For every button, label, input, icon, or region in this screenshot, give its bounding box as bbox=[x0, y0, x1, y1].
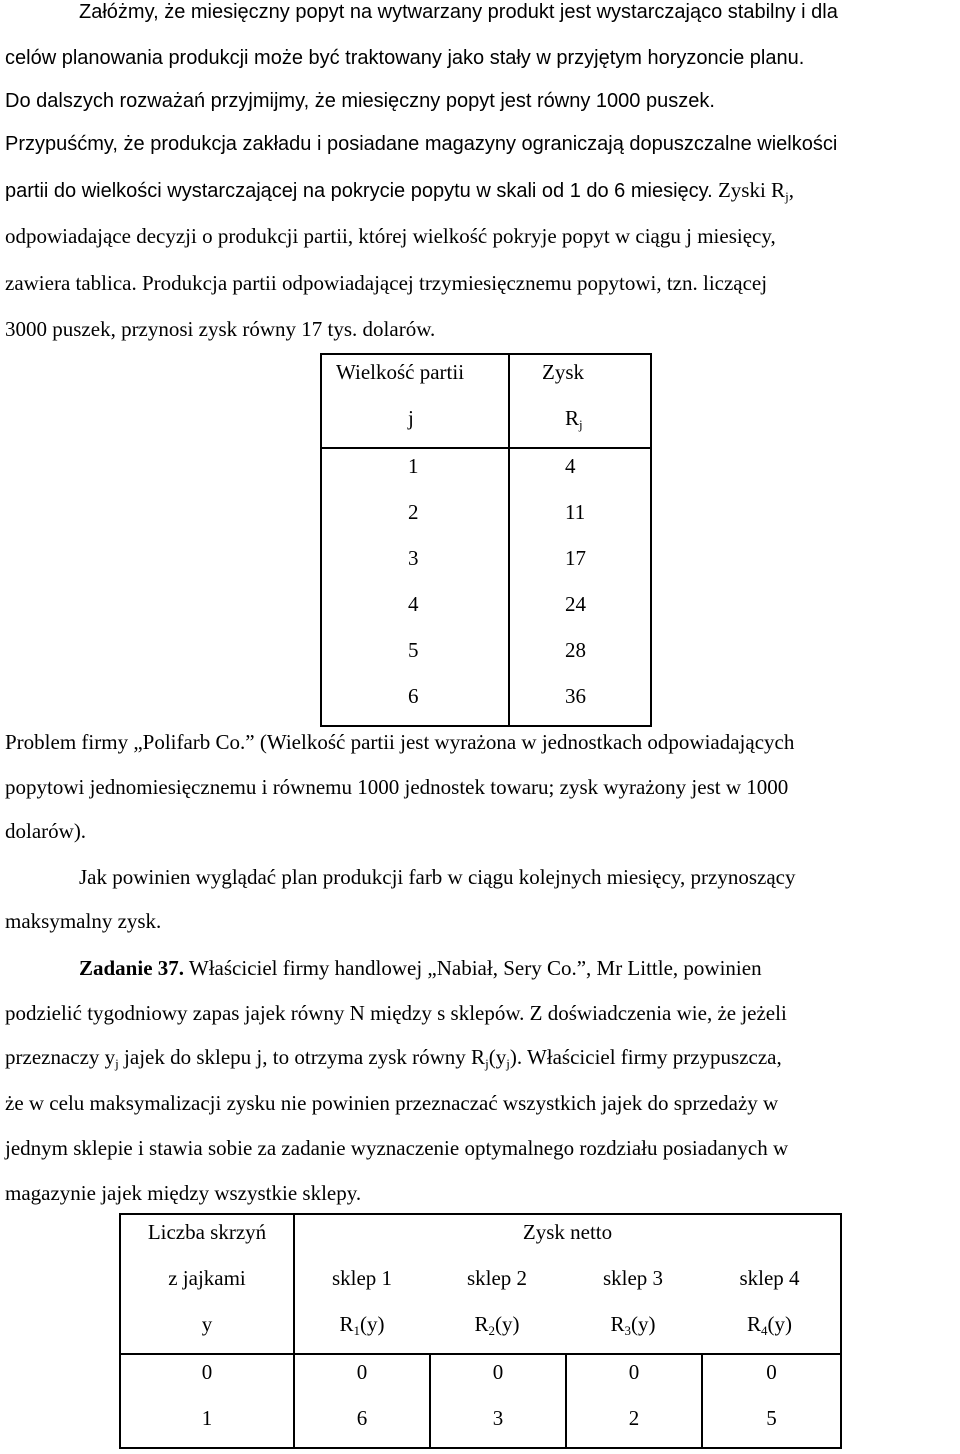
table-cell: 0 2 bbox=[566, 1354, 702, 1448]
header-symbol: y bbox=[201, 1312, 213, 1336]
header-crates bbox=[120, 1214, 294, 1354]
table-cell: 11 bbox=[565, 500, 586, 524]
paragraph-line: że w celu maksymalizacji zysku nie powinien przeznaczać wszystkich jajek do sprzedaży w bbox=[5, 1091, 779, 1115]
table-cell: 4 bbox=[565, 454, 576, 478]
store-header: sklep 3 $R_3(y)$ bbox=[602, 1266, 664, 1338]
paragraph-line: Do dalszych rozważań przyjmijmy, że miesięczny popyt jest równy 1000 puszek. bbox=[5, 90, 715, 112]
task-heading-line: Zadanie 37. Właściciel firmy handlowej „Nabiał, Sery Co.”, Mr Little, powinien bbox=[79, 956, 762, 980]
header-label: Zysk bbox=[542, 360, 584, 384]
table-cell: 2 bbox=[408, 500, 419, 524]
table-cell: 36 bbox=[565, 684, 586, 708]
table-row bbox=[321, 448, 651, 726]
paragraph-line: Przypuśćmy, że produkcja zakładu i posiadane magazyny ograniczają dopuszczalne wielkości bbox=[5, 133, 838, 155]
table-cell: 0 6 bbox=[294, 1354, 430, 1448]
paragraph-line: przeznaczy $y_j$ jajek do sklepu j, to otrzyma zysk równy $R_j(y_j)$. Właściciel firmy przypuszcza, bbox=[5, 1045, 782, 1071]
header-label: Wielkość partii bbox=[336, 360, 465, 384]
paragraph-line: maksymalny zysk. bbox=[5, 909, 162, 933]
paragraph-line: popytowi jednomiesięcznemu i równemu 1000 jednostek towaru; zysk wyrażony jest w 1000 bbox=[5, 775, 789, 799]
header-batch-size bbox=[321, 354, 509, 448]
paragraph-line: partii do wielkości wystarczającej na pokrycie popytu w skali od 1 do 6 miesięcy. Zyski $R_j$, bbox=[5, 178, 794, 204]
paragraph-line: zawiera tablica. Produkcja partii odpowiadającej trzymiesięcznemu popytowi, tzn. liczącej bbox=[5, 271, 768, 295]
header-label: Liczba skrzyń bbox=[147, 1220, 267, 1244]
table-cell: 24 bbox=[565, 592, 586, 616]
paragraph-line: 3000 puszek, przynosi zysk równy 17 tys. dolarów. bbox=[5, 317, 436, 341]
paragraph-line: Jak powinien wyglądać plan produkcji farb w ciągu kolejnych miesięcy, przynoszący bbox=[79, 865, 796, 889]
table-cell: 5 bbox=[408, 638, 419, 662]
table-cell: 0 5 bbox=[702, 1354, 841, 1448]
store-header: sklep 1 $R_1(y)$ bbox=[331, 1266, 393, 1338]
header-profit bbox=[509, 354, 651, 448]
task-label: Zadanie 37. bbox=[79, 956, 185, 980]
store-headers bbox=[295, 1261, 840, 1353]
paragraph-line: jednym sklepie i stawia sobie za zadanie wyznaczenie optymalnego rozdziału posiadanych w bbox=[5, 1136, 789, 1160]
table-row bbox=[120, 1354, 841, 1448]
header-symbol: j bbox=[408, 406, 414, 430]
store-header: sklep 4 $R_4(y)$ bbox=[739, 1266, 800, 1338]
paragraph-line: dolarów). bbox=[5, 819, 87, 843]
header-group-label: Zysk netto bbox=[522, 1220, 613, 1244]
paragraph-line: celów planowania produkcji może być traktowany jako stały w przyjętym horyzoncie planu. bbox=[5, 47, 805, 69]
table-cell: 0 1 bbox=[120, 1354, 294, 1448]
table-cell: 1 bbox=[408, 454, 419, 478]
table-cell: 17 bbox=[565, 546, 586, 570]
table-header-row bbox=[120, 1214, 841, 1354]
paragraph-line: magazynie jajek między wszystkie sklepy. bbox=[5, 1181, 362, 1205]
table-cell: 3 bbox=[408, 546, 419, 570]
paragraph-line: podzielić tygodniowy zapas jajek równy N między s sklepów. Z doświadczenia wie, że jeżeli bbox=[5, 1001, 787, 1025]
header-symbol: $R_j$ bbox=[565, 406, 583, 432]
header-label: z jajkami bbox=[168, 1266, 246, 1290]
batch-profit-table bbox=[320, 353, 652, 727]
table-cell: 0 3 bbox=[430, 1354, 566, 1448]
table-cell: 6 bbox=[408, 684, 419, 708]
paragraph-line: Załóżmy, że miesięczny popyt na wytwarzany produkt jest wystarczająco stabilny i dla bbox=[79, 1, 838, 23]
paragraph-line: odpowiadające decyzji o produkcji partii, której wielkość pokryje popyt w ciągu j miesięcy, bbox=[5, 224, 776, 248]
paragraph-line: Problem firmy „Polifarb Co.” (Wielkość partii jest wyrażona w jednostkach odpowiadających bbox=[5, 730, 795, 754]
profit-values bbox=[509, 448, 651, 726]
batch-size-values bbox=[321, 448, 509, 726]
table-header-row bbox=[321, 354, 651, 448]
header-net-profit-group bbox=[294, 1214, 841, 1354]
store-header: sklep 2 $R_2(y)$ bbox=[466, 1266, 528, 1338]
table-cell: 28 bbox=[565, 638, 586, 662]
table-cell: 4 bbox=[408, 592, 419, 616]
egg-profit-table bbox=[119, 1213, 842, 1449]
